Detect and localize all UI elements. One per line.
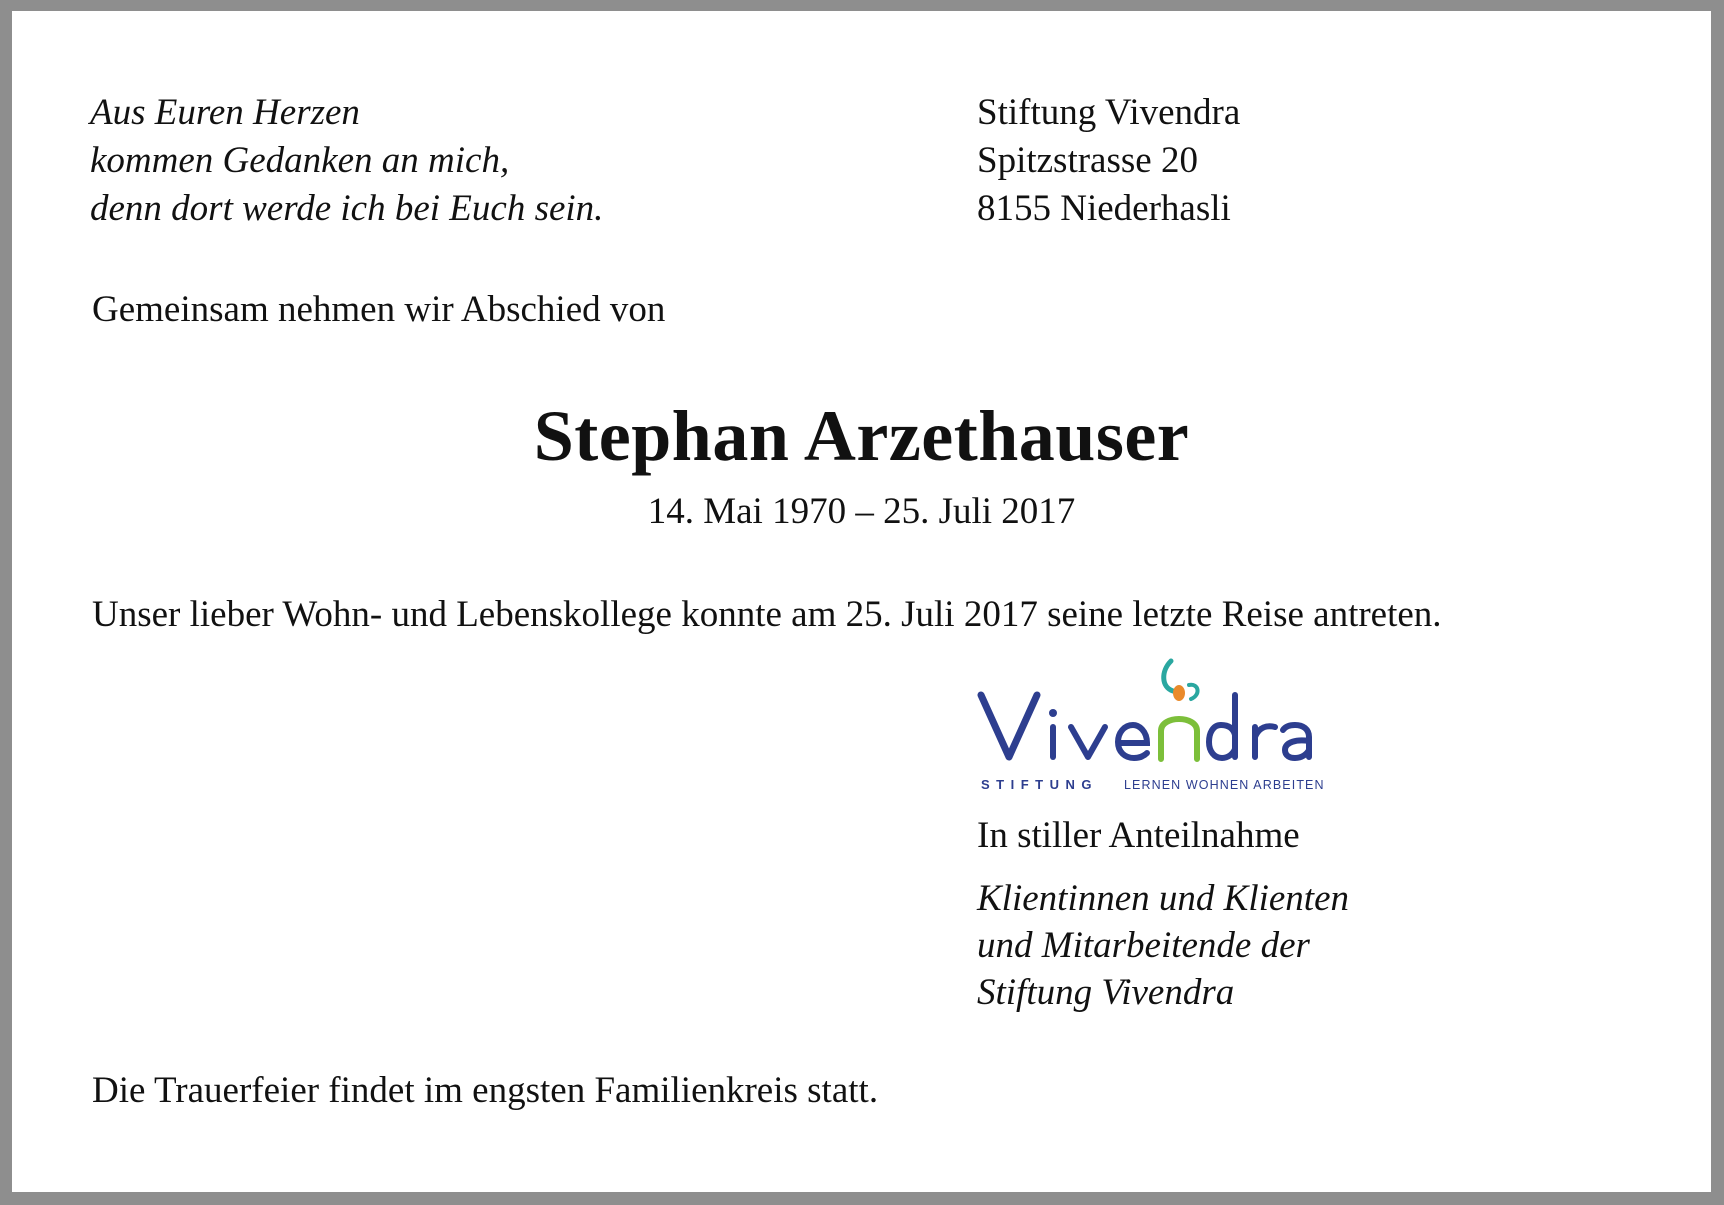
- funeral-notice: Die Trauerfeier findet im engsten Familienkreis statt.: [92, 1070, 879, 1111]
- obituary-page: [12, 11, 1711, 1192]
- sender-line: Klientinnen und Klienten: [977, 878, 1350, 919]
- farewell-intro: Gemeinsam nehmen wir Abschied von: [92, 289, 666, 330]
- logo-tagline: LERNEN WOHNEN ARBEITEN: [1124, 778, 1325, 792]
- address-organisation: Stiftung Vivendra: [977, 92, 1241, 133]
- vivendra-logo-graphic: [975, 655, 1365, 795]
- address-city: 8155 Niederhasli: [977, 188, 1231, 229]
- verse-line: kommen Gedanken an mich,: [90, 140, 510, 181]
- sender-signature: [977, 875, 1349, 1016]
- sender-address: [977, 89, 1240, 233]
- address-street: Spitzstrasse 20: [977, 140, 1198, 181]
- logo-tagline-bold: STIFTUNG: [981, 777, 1098, 792]
- condolence-heading: In stiller Anteilnahme: [977, 815, 1300, 856]
- deceased-name: Stephan Arzethauser: [533, 396, 1190, 476]
- vivendra-logo: [975, 655, 1365, 795]
- verse-line: Aus Euren Herzen: [90, 92, 360, 133]
- verse-line: denn dort werde ich bei Euch sein.: [90, 188, 604, 229]
- memorial-verse: [90, 89, 603, 233]
- obituary-message: Unser lieber Wohn- und Lebenskollege konnte am 25. Juli 2017 seine letzte Reise antreten.: [92, 594, 1442, 635]
- sender-line: und Mitarbeitende der: [977, 925, 1310, 966]
- life-dates: 14. Mai 1970 – 25. Juli 2017: [647, 491, 1076, 532]
- sender-line: Stiftung Vivendra: [977, 972, 1235, 1013]
